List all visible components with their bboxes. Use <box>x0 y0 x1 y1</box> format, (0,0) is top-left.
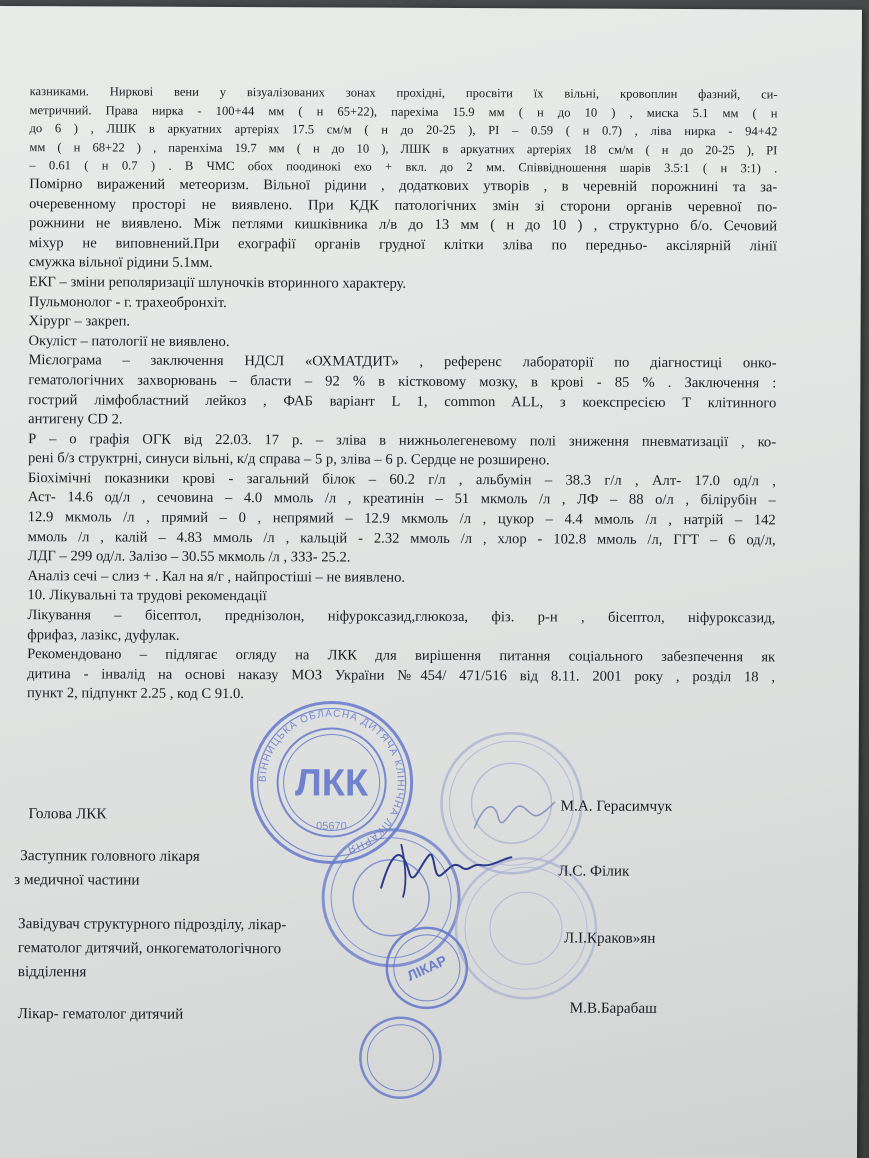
text-line: ммоль /л , калій – 4.83 ммоль /л , кальцій - 2.32 ммоль /л , хлор - 102.8 ммоль /л, ГГТ – 6 од/л, <box>27 528 776 549</box>
text-line: гострий лімфобластний лейкоз , ФАБ варіант L 1, common ALL, з коекспресією Т клітинного <box>28 391 777 411</box>
dept-head-title-line3: відділення <box>17 963 87 981</box>
biochemistry-line: Біохімічні показники крові - загальний білок – 60.2 г/л , альбумін – 38.3 г/л , Алт- 17.0 од/л , <box>27 470 776 490</box>
deputy-name: Л.С. Філик <box>558 862 630 880</box>
document-body <box>27 82 778 707</box>
myelogram-line: Мієлограма – заключення НДСЛ «ОХМАТДИТ» , референс лабораторії по діагностиці онко- <box>28 352 777 372</box>
text-line: Аст- 14.6 од/л , сечовина – 4.0 ммоль /л , креатинін – 51 мкмоль /л , ЛФ – 88 о/л , білірубін – <box>27 489 776 509</box>
ecg-line: ЕКГ – зміни реполяризації шлуночків вторинного характеру. <box>28 274 407 292</box>
text-line: мм ( н 68+22 ) , паренхіма 19.7 мм ( н до 10 ), ЛШК в аркуатних артеріях 18 см/м ( н до 20-25 ), PI <box>29 139 778 158</box>
section-heading: 10. Лікувальні та трудові рекомендації <box>27 587 267 605</box>
text-line: до 6 ) , ЛШК в аркуатних артеріях 17.5 см/м ( н до 20-25 ), PI – 0.59 ( н 0.7) , ліва нирка - 94+42 <box>29 121 778 139</box>
head-title: Голова ЛКК <box>28 805 107 823</box>
surgeon-line: Хірург – закреп. <box>28 313 131 330</box>
text-line: 12.9 мкмоль /л , прямий – 0 , непрямий – 12.9 мкмоль /л , цукор – 4.4 ммоль /л , натрій – 142 <box>27 509 776 529</box>
doctor-stamp <box>382 923 472 1013</box>
deputy-title-line2: з медичної частини <box>14 871 140 889</box>
text-line: метричний. Права нирка - 100+44 мм ( н 65+22), парехіма 15.9 мм ( н до 10 ) , миска 5.1 мм ( н <box>29 102 778 120</box>
text-line: ЛДГ – 299 од/л. Залізо – 30.55 мкмоль /л , ЗЗЗ- 25.2. <box>27 548 351 566</box>
doctor-stamp-lower <box>355 1013 445 1103</box>
text-line: рені б/з структрні, синуси вільні, к/д справа – 5 р, зліва – 6 р. Сердце не розширено. <box>27 450 550 469</box>
text-line: Помірно виражений метеоризм. Вільної рідини , додаткових утворів , в черевній порожнині та за- <box>29 176 778 196</box>
pulmonologist-line: Пульмонолог - г. трахеобронхіт. <box>28 293 227 311</box>
doctor-name: М.В.Барабаш <box>569 999 657 1017</box>
text-line: пункт 2, підпункт 2.25 , код С 91.0. <box>26 685 244 703</box>
seal-code-text: 05670 <box>316 820 347 833</box>
urinalysis-line: Аналіз сечі – слиз + . Кал на я/г , найпростіші – не виявлено. <box>27 567 406 586</box>
text-line: міхур не виповнений.При ехографії органів грудної клітки зліва по передньо- аксілярній лінії <box>28 234 777 255</box>
text-line: рожнини не виявлено. Між петлями кишківника л/в до 13 мм ( н до 10 ) , структурно б/о. Сечовий <box>29 215 778 235</box>
recommendation-line: Рекомендовано – підлягає огляду на ЛКК для вирішення питання соціального забезпечення як <box>27 646 776 666</box>
text-line: смужка вільної рідини 5.1мм. <box>28 254 213 272</box>
text-line: антигену CD 2. <box>28 411 123 428</box>
deputy-title-line1: Заступник головного лікаря <box>20 847 200 865</box>
dept-head-title-line2: гематолог дитячий, онкогематологічного <box>17 939 282 958</box>
treatment-line: Лікування – бісептол, преднізолон, ніфуроксазид,глюкоза, фіз. р-н , бісептол, ніфуроксазид, <box>27 607 776 627</box>
ophthalmologist-line: Окуліст – патології не виявлено. <box>28 332 230 350</box>
text-line: дитина - інвалід на основі наказу МОЗ України №454/ 471/516 від 8.11. 2001 року , розділ 18 , <box>27 665 776 686</box>
text-line: очеревенному просторі не виявлено. При КДК патологічних змін зі сторони органів черевної по- <box>29 195 778 215</box>
text-line: – 0.61 ( н 0.7 ) . В ЧМС обох поодинокі ехо + вкл. до 2 мм. Співвідношення шарів 3.5:1 ( н 3:1) . <box>29 158 778 176</box>
dept-head-name: Л.І.Краков»ян <box>563 929 656 947</box>
doctor-stamp-text: ЛІКАР <box>404 951 450 984</box>
doctor-title: Лікар- гематолог дитячий <box>17 1005 184 1023</box>
text-line: фрифаз, лазікс, дуфулак. <box>27 626 180 644</box>
document-page <box>0 6 862 1158</box>
head-name: М.А. Герасимчук <box>560 797 673 815</box>
ultrasound-section <box>29 82 777 178</box>
text-line: гематологічних захворювань – бласти – 92 % в кістковому мозку, в крові - 85 % . Заключення : <box>28 372 777 392</box>
seal-ring-text: ВІННИЦЬКА ОБЛАСНА ДИТЯЧА КЛІНІЧНА ЛІКАРНЯ <box>257 708 406 855</box>
text-line: казниками. Ниркові вени у візуалізованих зонах прохідні, просвіти їх вільні, кровоплин фазний, си- <box>29 84 778 102</box>
dept-head-title-line1: Завідувач структурного підрозділу, лікар- <box>17 915 287 934</box>
signature-head <box>466 788 556 838</box>
seal-center-text: ЛКК <box>294 762 369 805</box>
xray-line: Р – о графія ОГК від 22.03. 17 р. – зліва в нижньолегеневому полі зниження пневматизації , ко- <box>28 430 777 451</box>
signature-deputy <box>371 833 521 904</box>
